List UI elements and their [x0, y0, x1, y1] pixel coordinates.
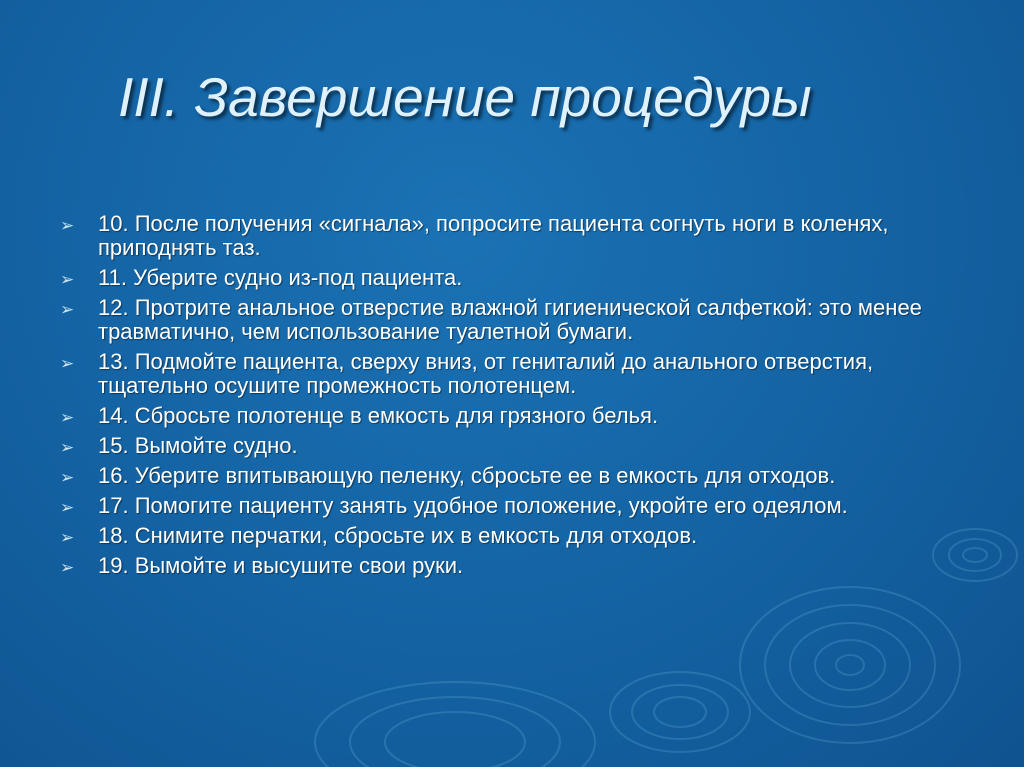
slide-title: III. Завершение процедуры [118, 66, 812, 128]
arrow-chevron-icon: ➢ [60, 438, 75, 457]
arrow-chevron-icon: ➢ [60, 354, 75, 373]
arrow-chevron-icon: ➢ [60, 300, 75, 319]
list-item [60, 434, 980, 458]
arrow-chevron-icon: ➢ [60, 528, 75, 547]
arrow-chevron-icon: ➢ [60, 216, 75, 235]
arrow-chevron-icon: ➢ [60, 498, 75, 517]
list-item [60, 524, 980, 548]
bullet-list [60, 212, 980, 584]
list-item-text: 15. Вымойте судно. [98, 433, 298, 458]
list-item [60, 212, 980, 260]
list-item-text: 19. Вымойте и высушите свои руки. [98, 553, 464, 578]
list-item [60, 464, 980, 488]
arrow-chevron-icon: ➢ [60, 468, 75, 487]
arrow-chevron-icon: ➢ [60, 270, 75, 289]
list-item-text: 14. Сбросьте полотенце в емкость для грязного белья. [98, 403, 659, 428]
list-item-text: 18. Снимите перчатки, сбросьте их в емкость для отходов. [98, 523, 698, 548]
list-item-text: 17. Помогите пациенту занять удобное положение, укройте его одеялом. [98, 493, 848, 518]
arrow-chevron-icon: ➢ [60, 408, 75, 427]
list-item-text: 10. После получения «сигнала», попросите пациента согнуть ноги в коленях, приподнять таз. [98, 211, 889, 260]
list-item [60, 296, 980, 344]
list-item [60, 494, 980, 518]
list-item-text: 12. Протрите анальное отверстие влажной гигиенической салфеткой: это менее травматично, чем использование туалетной бумаги. [98, 295, 922, 344]
list-item-text: 13. Подмойте пациента, сверху вниз, от гениталий до анального отверстия, тщательно осушите промежность полотенцем. [98, 349, 874, 398]
arrow-chevron-icon: ➢ [60, 558, 75, 577]
list-item [60, 554, 980, 578]
list-item-text: 11. Уберите судно из-под пациента. [98, 265, 463, 290]
list-item [60, 350, 980, 398]
list-item-text: 16. Уберите впитывающую пеленку, сбросьте ее в емкость для отходов. [98, 463, 836, 488]
list-item [60, 404, 980, 428]
list-item [60, 266, 980, 290]
